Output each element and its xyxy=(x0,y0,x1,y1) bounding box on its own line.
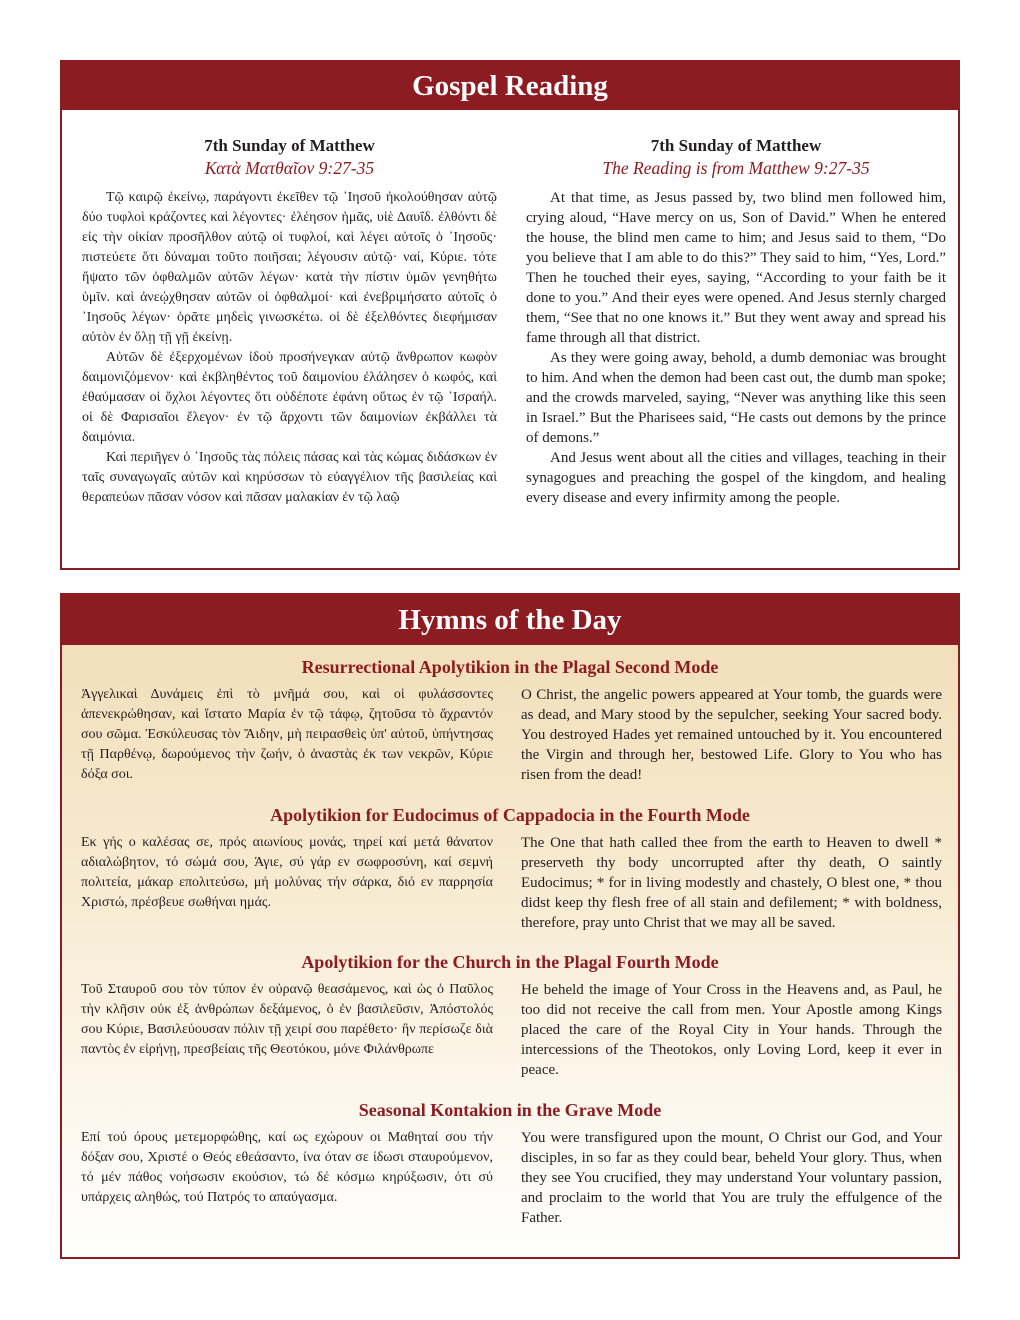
hymn-english-text xyxy=(521,1128,942,1228)
hymn-block xyxy=(62,950,958,1078)
gospel-english-paragraph: As they were going away, behold, a dumb demoniac was brought to him. And when the demon had been cast out, the dumb man spoke; and the crowds marveled, saying, “Never was anything like this seen in Israel.” But the Pharisees said, “He casts out demons by the prince of demons.” xyxy=(526,350,946,446)
gospel-greek-column xyxy=(82,135,497,508)
hymn-greek-paragraph: Επί τού όρους μετεμορφώθης, καί ως εχώρουν οι Μαθηταί σου τήν δόξαν σου, Χριστέ ο Θεός εθεάσαντο, ίνα όταν σε ίδωσι σταυρούμενον, τό μέν πάθος νοήσωσιν εκούσιον, τώ δέ κόσμω κηρύξωσιν, ότι σύ υπάρχεις αληθώς, τού Πατρός το απαύγασμα. xyxy=(81,1130,493,1205)
gospel-english-column xyxy=(526,135,946,508)
hymn-english-paragraph: He beheld the image of Your Cross in the Heavens and, as Paul, he too did not receive the call from men. Your Apostle among Kings placed the care of the Royal City in Your hands. Through the intercessions of the Theotokos, only Loving Lord, keep it ever in peace. xyxy=(521,982,942,1078)
hymn-block xyxy=(62,1098,958,1226)
hymn-greek-text xyxy=(81,685,493,785)
gospel-greek-reference: Κατὰ Ματθαῖον 9:27-35 xyxy=(204,158,375,178)
gospel-greek-paragraph: Τῷ καιρῷ ἐκείνῳ, παράγοντι ἐκεῖθεν τῷ ᾿Ιησοῦ ἠκολούθησαν αὐτῷ δύο τυφλοὶ κράζοντες καὶ λέγοντες· ἐλέησον ἡμᾶς, υἱὲ Δαυΐδ. ἐλθόντι δὲ εἰς τὴν οἰκίαν προσῆλθον αὐτῷ οἱ τυφλοί, καὶ λέγει αὐτοῖς ὁ ᾿Ιησοῦς· πιστεύετε ὅτι δύναμαι τοῦτο ποιῆσαι; λέγουσιν αὐτῷ· ναί, Κύριε. τότε ἥψατο τῶν ὀφθαλμῶν αὐτῶν λέγων· κατὰ τὴν πίστιν ὑμῶν γενηθήτω ὑμῖν. καὶ ἀνεῴχθησαν αὐτῶν οἱ ὀφθαλμοί· καὶ ἐνεβριμήσατο αὐτοῖς ὁ ᾿Ιησοῦς λέγων· ὁρᾶτε μηδεὶς γινωσκέτω. οἱ δὲ ἐξελθόντες διεφήμισαν αὐτὸν ἐν ὅλῃ τῇ γῇ ἐκείνῃ. xyxy=(82,190,497,345)
gospel-english-reference: The Reading is from Matthew 9:27-35 xyxy=(602,158,870,178)
hymn-block xyxy=(62,655,958,783)
gospel-greek-text xyxy=(82,188,497,508)
gospel-greek-paragraph: Καὶ περιῆγεν ὁ ᾿Ιησοῦς τὰς πόλεις πάσας καὶ τὰς κώμας διδάσκων ἐν ταῖς συναγωγαῖς αὐτῶν καὶ κηρύσσων τὸ εὐαγγέλιον τῆς βασιλείας καὶ θεραπεύων πᾶσαν νόσον καὶ πᾶσαν μαλακίαν ἐν τῷ λαῷ xyxy=(82,450,497,505)
hymn-title: Apolytikion for Eudocimus of Cappadocia in the Fourth Mode xyxy=(270,805,750,825)
hymn-title: Resurrectional Apolytikion in the Plagal Second Mode xyxy=(301,657,719,677)
hymns-banner: Hymns of the Day xyxy=(62,595,958,645)
hymn-english-text xyxy=(521,833,942,933)
gospel-greek-paragraph: Αὐτῶν δὲ ἐξερχομένων ἰδοὺ προσήνεγκαν αὐτῷ ἄνθρωπον κωφὸν δαιμονιζόμενον· καὶ ἐκβληθέντος τοῦ δαιμονίου ἐλάλησεν ὁ κωφός, καὶ ἐθαύμασαν οἱ ὄχλοι λέγοντες ὅτι οὐδέποτε ἐφάνη οὕτως ἐν τῷ ᾿Ισραήλ. οἱ δὲ Φαρισαῖοι ἔλεγον· ἐν τῷ ἄρχοντι τῶν δαιμονίων ἐκβάλλει τὰ δαιμόνια. xyxy=(82,350,497,445)
hymn-english-paragraph: You were transfigured upon the mount, O Christ our God, and Your disciples, in so far as they could bear, beheld Your glory. Thus, when they see You crucified, they may understand Your voluntary passion, and proclaim to the world that You are truly the effulgence of the Father. xyxy=(521,1130,942,1226)
hymn-block xyxy=(62,803,958,931)
hymn-english-paragraph: O Christ, the angelic powers appeared at Your tomb, the guards were as dead, and Mary stood by the sepulcher, seeking Your sacred body. You destroyed Hades yet remained untouched by it. You encountered the Virgin and through her, bestowed Life. Glory to You who has risen from the dead! xyxy=(521,687,942,783)
gospel-banner: Gospel Reading xyxy=(62,62,958,110)
gospel-columns xyxy=(62,62,958,568)
gospel-english-paragraph: At that time, as Jesus passed by, two blind men followed him, crying aloud, “Have mercy on us, Son of David.” When he entered the house, the blind men came to him; and Jesus said to them, “Do you believe that I am able to do this?” They said to him, “Yes, Lord.” Then he touched their eyes, saying, “According to your faith be it done to you.” And their eyes were opened. And Jesus sternly charged them, “See that no one knows it.” But they went away and spread his fame through all that district. xyxy=(526,190,946,346)
hymn-greek-paragraph: Τοῦ Σταυροῦ σου τὸν τύπον ἐν οὐρανῷ θεασάμενος, καὶ ὡς ὁ Παῦλος τὴν κλῆσιν οὐκ ἐξ ἀνθρώπων δεξάμενος, ὁ ἐν βασιλεῦσιν, Ἀπόστολός σου Κύριε, Βασιλεύουσαν πόλιν τῇ χειρί σου παρέθετο· ἣν περίσωζε διὰ παντὸς ἐν εἰρήνῃ, πρεσβείαις τῆς Θεοτόκου, μόνε Φιλάνθρωπε xyxy=(81,982,493,1057)
hymn-english-text xyxy=(521,685,942,785)
hymn-greek-text xyxy=(81,1128,493,1208)
hymn-english-text xyxy=(521,980,942,1080)
gospel-english-paragraph: And Jesus went about all the cities and villages, teaching in their synagogues and preaching the gospel of the kingdom, and healing every disease and every infirmity among the people. xyxy=(526,450,946,506)
hymn-english-paragraph: The One that hath called thee from the earth to Heaven to dwell * preserveth thy body uncorrupted after thy death, O saintly Eudocimus; * for in living modestly and chastely, O blest one, * thou didst keep thy flesh free of all stain and defilement; * with boldness, therefore, pray unto Christ that we may all be saved. xyxy=(521,835,942,931)
hymn-greek-paragraph: Ἀγγελικαὶ Δυνάμεις ἐπὶ τὸ μνῆμά σου, καὶ οἱ φυλάσσοντες ἀπενεκρώθησαν, καὶ ἵστατο Μαρία ἐν τῷ τάφῳ, ζητοῦσα τὸ ἄχραντόν σου σῶμα. Ἐσκύλευσας τὸν Ἅιδην, μὴ πειρασθεὶς ὑπ' αὐτοῦ, ὑπήντησας τῇ Παρθένῳ, δωρούμενος τὴν ζωήν, ὁ ἀναστὰς ἐκ των νεκρῶν, Κύριε δόξα σοι. xyxy=(81,687,493,782)
gospel-reading-section xyxy=(60,60,960,570)
gospel-english-title: 7th Sunday of Matthew xyxy=(650,136,822,155)
hymns-section xyxy=(60,593,960,1259)
hymn-greek-text xyxy=(81,833,493,913)
hymn-title: Seasonal Kontakion in the Grave Mode xyxy=(358,1100,662,1120)
hymn-greek-text xyxy=(81,980,493,1060)
gospel-english-text xyxy=(526,188,946,508)
hymn-title: Apolytikion for the Church in the Plagal Fourth Mode xyxy=(301,952,719,972)
gospel-greek-title: 7th Sunday of Matthew xyxy=(204,136,375,155)
hymn-greek-paragraph: Εκ γής ο καλέσας σε, πρός αιωνίους μονάς, τηρεί καί μετά θάνατον αδιαλώβητον, τό σώμά σου, Άγιε, σύ γάρ εν σωφροσύνη, καί σεμνή πολιτεία, μάκαρ επολιτεύσω, μή μολύνας τήν σάρκα, διό εν παρρησία Χριστώ, πρέσβευε σωθήναι ημάς. xyxy=(81,835,493,910)
